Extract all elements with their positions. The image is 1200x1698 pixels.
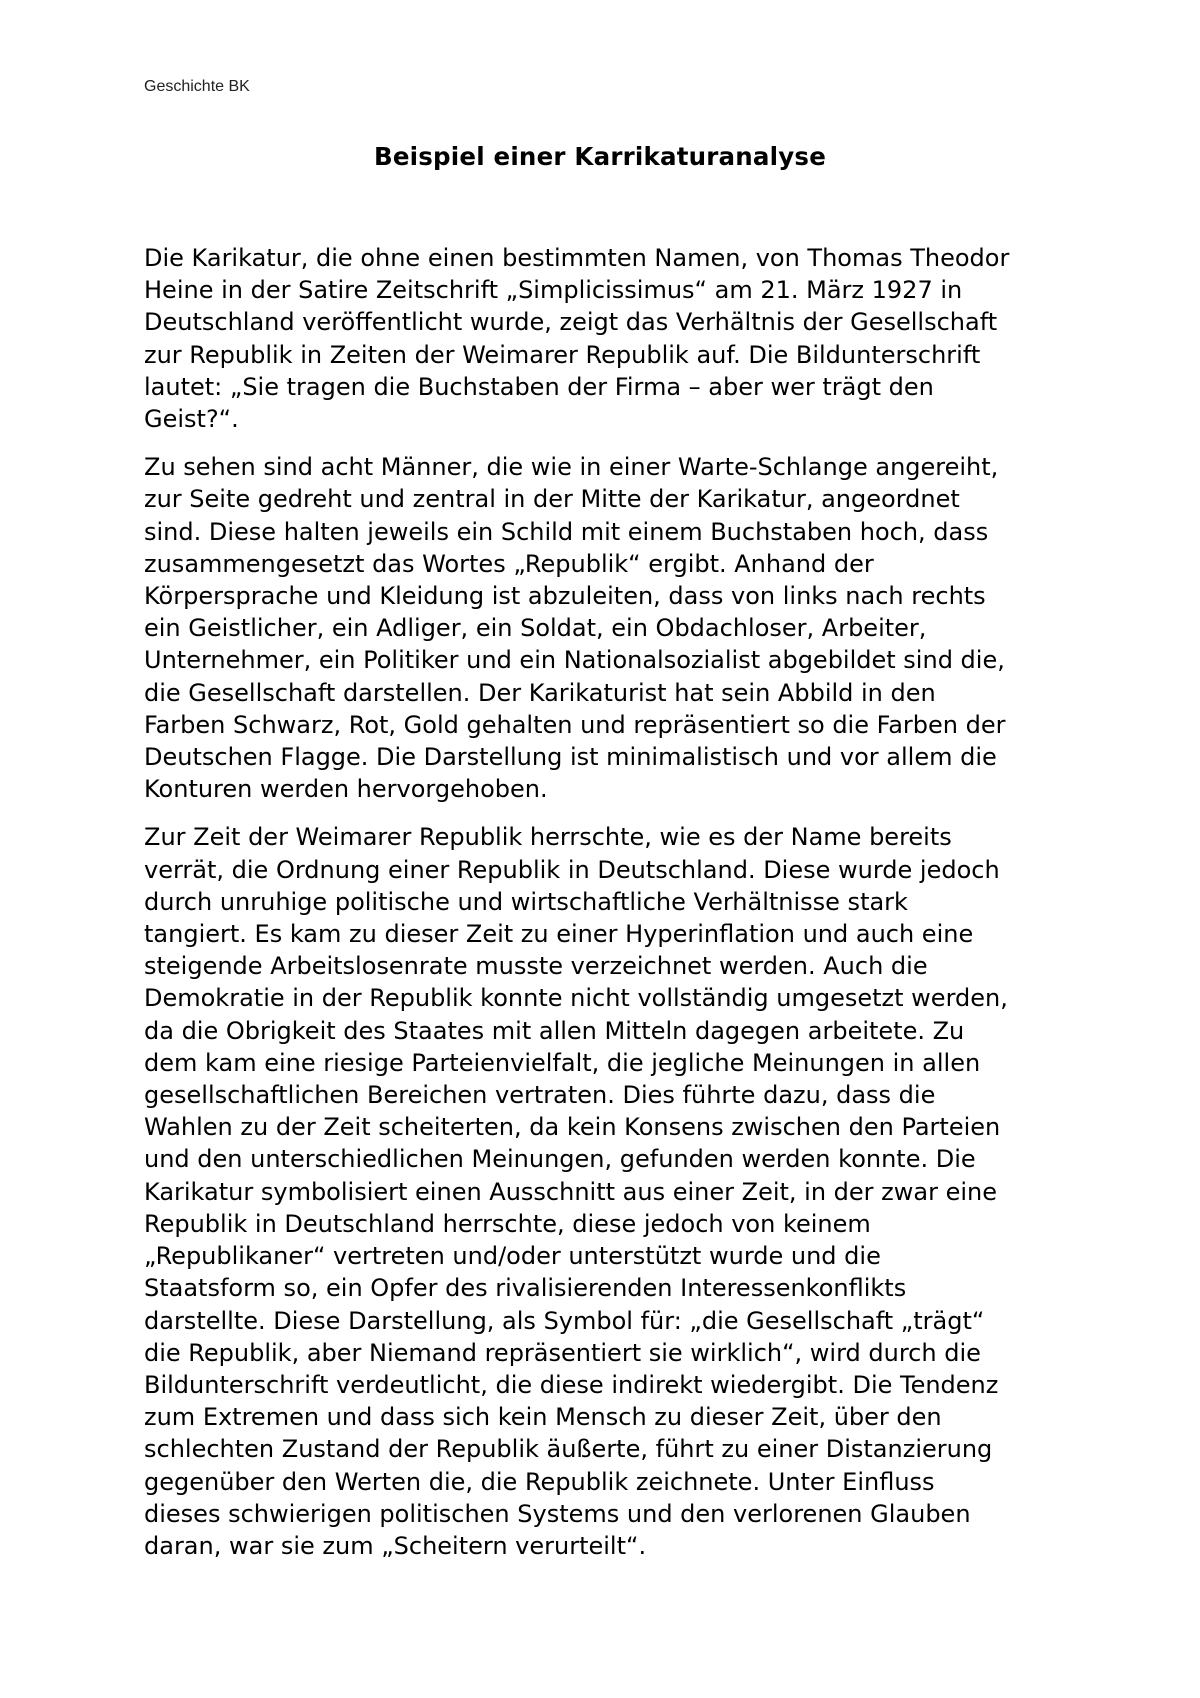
text-line: schlechten Zustand der Republik äußerte, führt zu einer Distanzierung (144, 1435, 993, 1464)
text-line: Die Karikatur, die ohne einen bestimmten Namen, von Thomas Theodor (144, 244, 1010, 272)
text-line: durch unruhige politische und wirtschaftliche Verhältnisse stark (144, 887, 908, 916)
text-line: Bildunterschrift verdeutlicht, die diese indirekt wiedergibt. Die Tendenz (144, 1370, 999, 1399)
text-line: tangiert. Es kam zu dieser Zeit zu einer Hyperinflation und auch eine (144, 920, 974, 949)
text-line: Zur Zeit der Weimarer Republik herrschte, wie es der Name bereits (144, 823, 952, 852)
text-line: Heine in der Satire Zeitschrift „Simplicissimus“ am 21. März 1927 in (144, 276, 963, 305)
text-line: Demokratie in der Republik konnte nicht vollständig umgesetzt werden, (144, 984, 1008, 1013)
text-line: Deutschen Flagge. Die Darstellung ist minimalistisch und vor allem die (144, 743, 997, 772)
text-line: Unternehmer, ein Politiker und ein Nationalsozialist abgebildet sind die, (144, 646, 1005, 675)
text-line: Körpersprache und Kleidung ist abzuleiten, dass von links nach rechts (144, 582, 986, 611)
document-body (144, 242, 1084, 1578)
text-line: da die Obrigkeit des Staates mit allen Mitteln dagegen arbeitete. Zu (144, 1016, 965, 1045)
text-line: dem kam eine riesige Parteienvielfalt, die jegliche Meinungen in allen (144, 1048, 981, 1077)
text-line: Konturen werden hervorgehoben. (144, 775, 548, 804)
text-line: darstellte. Diese Darstellung, als Symbol für: „die Gesellschaft „trägt“ (144, 1306, 985, 1335)
text-line: Zu sehen sind acht Männer, die wie in einer Warte-Schlange angereiht, (144, 453, 999, 482)
text-line: Farben Schwarz, Rot, Gold gehalten und repräsentiert so die Farben der (144, 710, 1006, 739)
text-line: ein Geistlicher, ein Adliger, ein Soldat, ein Obdachloser, Arbeiter, (144, 614, 927, 643)
text-line: Wahlen zu der Zeit scheiterten, da kein Konsens zwischen den Parteien (144, 1113, 1001, 1142)
text-line: Staatsform so, ein Opfer des rivalisierenden Interessenkonflikts (144, 1274, 907, 1303)
document-header: Geschichte BK (144, 78, 250, 95)
paragraph-1 (144, 242, 1084, 435)
text-line: Geist?“. (144, 405, 239, 434)
text-line: daran, war sie zum „Scheitern verurteilt“. (144, 1531, 647, 1560)
paragraph-3 (144, 821, 1084, 1562)
text-line: zur Republik in Zeiten der Weimarer Republik auf. Die Bildunterschrift (144, 340, 981, 369)
text-line: lautet: „Sie tragen die Buchstaben der Firma – aber wer trägt den (144, 372, 934, 401)
text-line: dieses schwierigen politischen Systems und den verlorenen Glauben (144, 1499, 971, 1528)
text-line: Karikatur symbolisiert einen Ausschnitt aus einer Zeit, in der zwar eine (144, 1177, 998, 1206)
text-line: zusammengesetzt das Wortes „Republik“ ergibt. Anhand der (144, 549, 874, 578)
text-line: gegenüber den Werten die, die Republik zeichnete. Unter Einfluss (144, 1467, 935, 1496)
text-line: Republik in Deutschland herrschte, diese jedoch von keinem (144, 1209, 871, 1238)
text-line: zum Extremen und dass sich kein Mensch zu dieser Zeit, über den (144, 1403, 942, 1432)
text-line: die Republik, aber Niemand repräsentiert sie wirklich“, wird durch die (144, 1338, 981, 1367)
paragraph-2 (144, 451, 1084, 805)
text-line: sind. Diese halten jeweils ein Schild mit einem Buchstaben hoch, dass (144, 517, 989, 546)
text-line: verrät, die Ordnung einer Republik in Deutschland. Diese wurde jedoch (144, 855, 1000, 884)
document-title: Beispiel einer Karrikaturanalyse (373, 142, 827, 171)
text-line: zur Seite gedreht und zentral in der Mitte der Karikatur, angeordnet (144, 485, 960, 514)
text-line: gesellschaftlichen Bereichen vertraten. Dies führte dazu, dass die (144, 1081, 936, 1110)
text-line: und den unterschiedlichen Meinungen, gefunden werden konnte. Die (144, 1145, 976, 1174)
text-line: Deutschland veröffentlicht wurde, zeigt das Verhältnis der Gesellschaft (144, 308, 998, 337)
text-line: steigende Arbeitslosenrate musste verzeichnet werden. Auch die (144, 952, 928, 981)
text-line: „Republikaner“ vertreten und/oder unterstützt wurde und die (144, 1242, 881, 1271)
text-line: die Gesellschaft darstellen. Der Karikaturist hat sein Abbild in den (144, 678, 936, 707)
